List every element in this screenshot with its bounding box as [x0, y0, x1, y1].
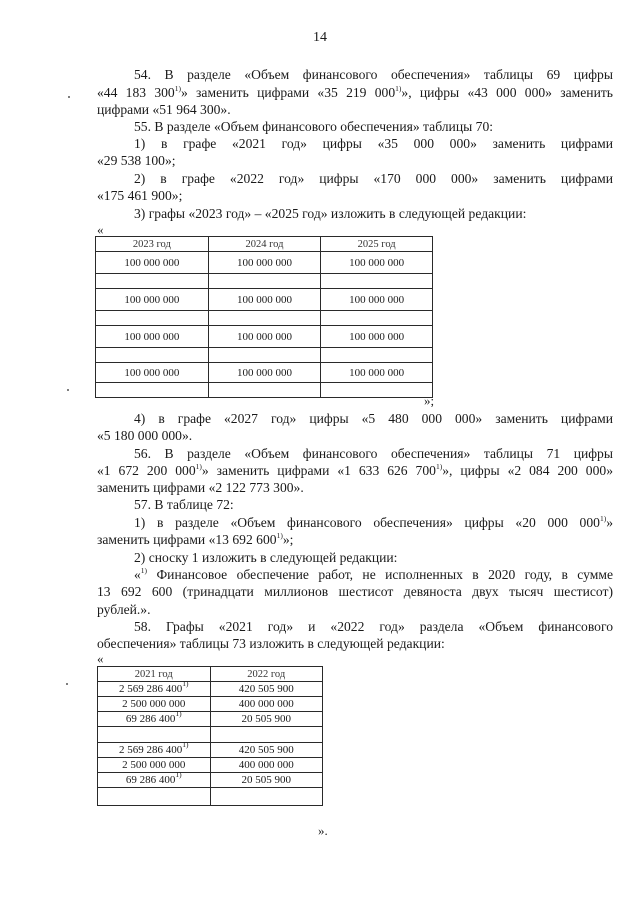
p54-value-old: «44 183 300 — [97, 85, 175, 100]
table-1-header — [96, 237, 433, 252]
table-row — [96, 252, 433, 274]
table-cell — [98, 788, 211, 806]
table-row — [96, 311, 433, 326]
p56-line-2: «1 672 200 000$^{1)}$» заменить цифрами «1 633 626 700$^{1)}$», цифры «2 084 200 000» — [97, 462, 613, 478]
p55-line-7: 4) в графе «2027 год» цифры «5 480 000 000» заменить цифрами — [134, 411, 613, 426]
table-cell — [96, 274, 209, 289]
table-row — [96, 383, 433, 398]
p56-line-1: 56. В разделе «Объем финансового обеспечения» таблицы 71 цифры — [134, 446, 613, 461]
table-cell — [96, 311, 209, 326]
table-cell: 100 000 000 — [208, 289, 321, 311]
p57-line-2: 1) в разделе «Объем финансового обеспечения» цифры «20 000 000$^{1)}$» — [134, 514, 613, 530]
table-cell — [321, 311, 433, 326]
p55-line-3: «29 538 100»; — [97, 153, 176, 168]
scan-speck — [66, 683, 68, 685]
table-cell — [210, 788, 323, 806]
table-cell: 420 505 900 — [210, 743, 323, 758]
table-row — [96, 274, 433, 289]
table-cell — [96, 383, 209, 398]
table-cell: 2 569 286 400$^{1)}$ — [98, 743, 211, 758]
p55-line-4: 2) в графе «2022 год» цифры «170 000 000» заменить цифрами — [134, 171, 613, 186]
scan-speck — [68, 96, 70, 98]
p57-line-6: 13 692 600 (тринадцати миллионов шестисот девяноста двух тысяч шестисот) — [97, 584, 613, 599]
table-2-close: ». — [318, 823, 328, 838]
table-2-header-cell: 2022 год — [210, 667, 323, 682]
table-cell: 2 569 286 400$^{1)}$ — [98, 682, 211, 697]
table-row — [98, 773, 323, 788]
table-cell: 100 000 000 — [96, 326, 209, 348]
footnote-mark: 1) — [599, 514, 607, 523]
p57-line-7: рублей.». — [97, 602, 151, 617]
table-cell — [98, 727, 211, 743]
table-row — [96, 289, 433, 311]
table-1 — [95, 236, 433, 398]
table-row — [98, 727, 323, 743]
table-row — [96, 326, 433, 348]
page-number: 14 — [313, 30, 327, 45]
p57-line-3: заменить цифрами «13 692 600$^{1)}$»; — [97, 531, 294, 547]
quote-open-2: « — [97, 651, 104, 666]
p57-line-5: «$^{1)}$ Финансовое обеспечение работ, не исполненных в 2020 году, в сумме — [134, 566, 613, 582]
p57-line-1: 57. В таблице 72: — [134, 497, 234, 512]
table-cell: 2 500 000 000 — [98, 758, 211, 773]
table-row — [98, 697, 323, 712]
table-cell — [321, 348, 433, 363]
table-cell — [208, 274, 321, 289]
footnote-mark: 1) — [174, 84, 181, 93]
p55-line-1: 55. В разделе «Объем финансового обеспечения» таблицы 70: — [134, 119, 494, 134]
table-2-header — [98, 667, 323, 682]
table-row — [98, 788, 323, 806]
table-cell: 100 000 000 — [208, 326, 321, 348]
quote-open-1: « — [97, 222, 104, 237]
table-cell: 100 000 000 — [321, 363, 433, 383]
p55-line-5: «175 461 900»; — [97, 188, 183, 203]
table-row — [96, 363, 433, 383]
table-cell: 100 000 000 — [208, 252, 321, 274]
p57-line-4: 2) сноску 1 изложить в следующей редакции: — [134, 550, 398, 565]
table-cell: 100 000 000 — [96, 252, 209, 274]
table-cell: 20 505 900 — [210, 712, 323, 727]
table-cell — [208, 383, 321, 398]
table-cell: 69 286 400$^{1)}$ — [98, 773, 211, 788]
p55-line-8: «5 180 000 000». — [97, 428, 193, 443]
footnote-mark: 1) — [435, 462, 443, 471]
table-cell — [96, 348, 209, 363]
table-cell: 100 000 000 — [321, 289, 433, 311]
table-cell: 2 500 000 000 — [98, 697, 211, 712]
p54-line-3: цифрами «51 964 300». — [97, 102, 231, 117]
table-cell: 100 000 000 — [96, 363, 209, 383]
table-cell: 400 000 000 — [210, 758, 323, 773]
table-cell: 100 000 000 — [321, 326, 433, 348]
table-cell — [321, 274, 433, 289]
table-row — [98, 712, 323, 727]
table-cell — [321, 383, 433, 398]
p55-line-2: 1) в графе «2021 год» цифры «35 000 000» заменить цифрами — [134, 136, 613, 151]
table-cell — [208, 311, 321, 326]
table-cell — [210, 727, 323, 743]
table-1-close: »; — [424, 393, 435, 408]
table-row — [98, 758, 323, 773]
p56-line-3: заменить цифрами «2 122 773 300». — [97, 480, 304, 495]
table-1-header-cell: 2025 год — [321, 237, 433, 252]
footnote-mark: 1) — [140, 566, 148, 575]
p55-line-6: 3) графы «2023 год» – «2025 год» изложить в следующей редакции: — [134, 206, 527, 221]
p58-line-2: обеспечения» таблицы 73 изложить в следующей редакции: — [97, 636, 445, 651]
table-cell: 420 505 900 — [210, 682, 323, 697]
footnote-mark: 1) — [195, 462, 202, 471]
table-1-header-cell: 2023 год — [96, 237, 209, 252]
table-cell — [208, 348, 321, 363]
table-cell: 100 000 000 — [208, 363, 321, 383]
table-2 — [97, 666, 323, 806]
table-cell: 400 000 000 — [210, 697, 323, 712]
table-row — [98, 682, 323, 697]
table-cell: 100 000 000 — [321, 252, 433, 274]
footnote-mark: 1) — [395, 84, 402, 93]
table-cell: 20 505 900 — [210, 773, 323, 788]
table-row — [98, 743, 323, 758]
table-cell: 100 000 000 — [96, 289, 209, 311]
p54-line-1: 54. В разделе «Объем финансового обеспечения» таблицы 69 цифры — [134, 67, 613, 82]
p58-line-1: 58. Графы «2021 год» и «2022 год» раздела «Объем финансового — [134, 619, 613, 634]
p54-line-2: «44 183 300$^{1)}$» заменить цифрами «35 219 000$^{1)}$», цифры «43 000 000» заменить — [97, 84, 613, 100]
table-2-header-cell: 2021 год — [98, 667, 211, 682]
footnote-mark: 1) — [276, 531, 283, 540]
scan-speck — [67, 389, 69, 391]
table-1-header-cell: 2024 год — [208, 237, 321, 252]
table-cell: 69 286 400$^{1)}$ — [98, 712, 211, 727]
table-row — [96, 348, 433, 363]
